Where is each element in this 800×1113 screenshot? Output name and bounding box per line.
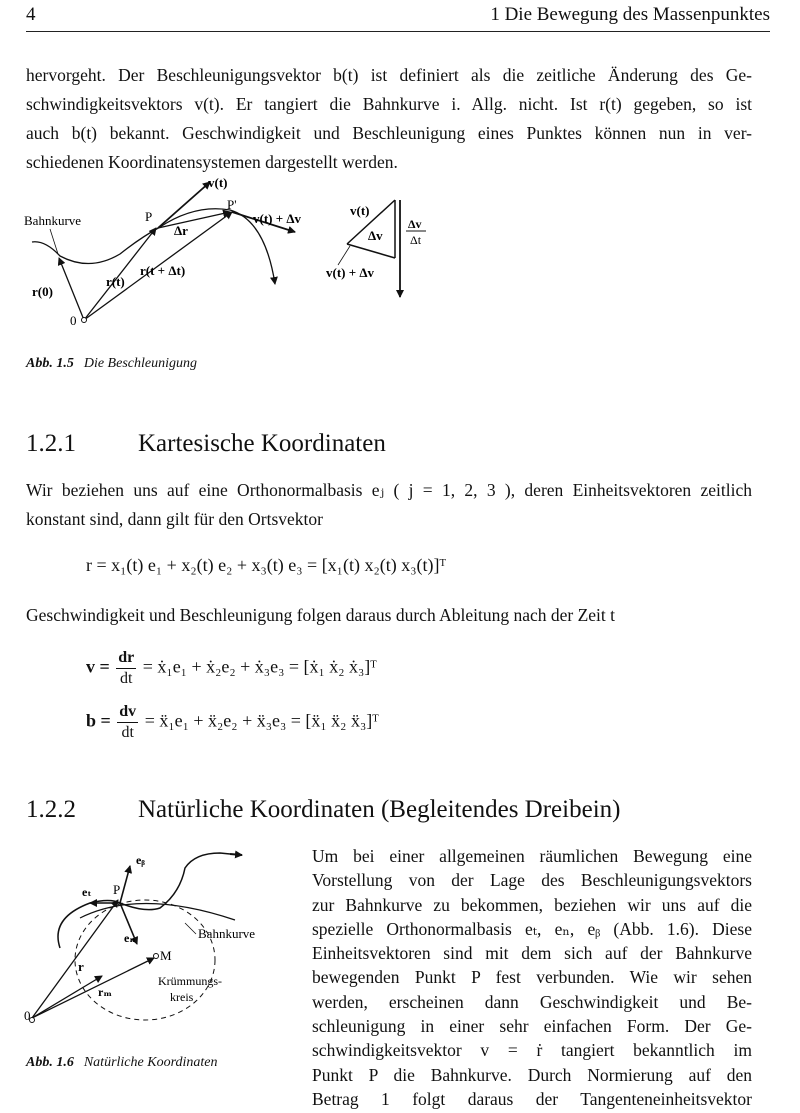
position-vector-rM	[32, 976, 102, 1018]
label-frac-bot: Δt	[410, 233, 422, 247]
page-number: 4	[26, 4, 36, 25]
label-rtdt: r(t + Δt)	[140, 263, 186, 278]
label-et: eₜ	[82, 885, 92, 899]
formula-rhs: = ẍ₁e₁ + ẍ₂e₂ + ẍ₃e₃ = [ẍ₁ ẍ₂ ẍ₃]ᵀ	[144, 710, 379, 731]
osculating-circle	[75, 900, 215, 1020]
label-origin: 0	[24, 1008, 31, 1023]
text-line: spezielle Orthonormalbasis eₜ, eₙ, eᵦ (Abb. 1.6). Diese	[312, 918, 752, 939]
label-eb: eᵦ	[136, 853, 145, 867]
fraction-num: dv	[117, 702, 138, 723]
binormal-vector	[120, 866, 130, 903]
formula-lhs: b =	[86, 710, 111, 731]
cartesian-derivation-text	[26, 601, 752, 630]
vector-to-M	[32, 958, 154, 1018]
center-point	[154, 954, 159, 959]
label-r: r	[78, 959, 84, 974]
position-vector-r0	[59, 258, 84, 320]
text-line: schwindigkeitsvektors v(t). Er tangiert die Bahnkurve i. Allg. nicht. Ist r(t) gegeben, so ist	[26, 94, 752, 114]
text-line: Um bei einer allgemeinen räumlichen Bewegung eine	[312, 846, 752, 866]
label-bahnkurve: Bahnkurve	[198, 926, 256, 941]
fraction-den: dt	[121, 724, 134, 741]
label-M: M	[160, 948, 172, 963]
label-delta-r: Δr	[174, 223, 188, 238]
label-tri-vt: v(t)	[350, 203, 370, 218]
label-tri-dv: Δv	[368, 228, 383, 243]
figure-caption-text: Natürliche Koordinaten	[83, 1055, 218, 1070]
label-origin: 0	[70, 313, 77, 328]
triangle-vtdv-edge	[347, 244, 395, 258]
formula-position: r = x₁(t) e₁ + x₂(t) e₂ + x₃(t) e₃ = [x₁(t) x₂(t) x₃(t)]ᵀ	[86, 555, 446, 575]
text-line: Vorstellung von der Lage des Beschleunigungsvektors	[312, 870, 752, 891]
text-line: konstant sind, dann gilt für den Ortsvektor	[26, 509, 323, 529]
label-r0: r(0)	[32, 284, 53, 299]
text-line: Betrag 1 folgt daraus der Tangenteneinheitsvektor	[312, 1088, 752, 1109]
velocity-vector	[158, 182, 210, 228]
fraction-den: dt	[120, 670, 133, 687]
origin-point	[82, 318, 87, 323]
formula-velocity	[86, 648, 377, 689]
text-line: werden, erscheinen dann Geschwindigkeit und Be-	[312, 991, 752, 1012]
figure-acceleration	[20, 172, 440, 332]
section-number: 1.2.1	[26, 430, 76, 457]
section-heading	[26, 796, 620, 824]
text-line: zur Bahnkurve zu bekommen, beziehen wir uns auf die	[312, 894, 752, 915]
section-heading	[26, 430, 386, 458]
header-rule	[26, 31, 770, 32]
text-line: schiedenen Koordinatensystemen dargestellt werden.	[26, 152, 398, 172]
text-line: Geschwindigkeit und Beschleunigung folgen daraus durch Ableitung nach der Zeit t	[26, 605, 616, 625]
fraction	[117, 702, 138, 743]
text-line: bewegenden Punkt P fest verbunden. Wie wir sehen	[312, 967, 752, 988]
label-vt-dv: v(t) + Δv	[253, 211, 302, 226]
section-number: 1.2.2	[26, 796, 76, 823]
figure-caption-text: Die Beschleunigung	[83, 356, 197, 371]
figure-natural-coordinates	[20, 848, 300, 1033]
label-rt: r(t)	[106, 274, 125, 289]
section-title: Natürliche Koordinaten (Begleitendes Dreibein)	[138, 796, 621, 823]
delta-r-vector	[158, 212, 230, 228]
section-title: Kartesische Koordinaten	[138, 430, 386, 457]
label-vt: v(t)	[208, 175, 228, 190]
intro-paragraph	[26, 61, 752, 177]
figure-label: Abb. 1.5	[26, 356, 74, 371]
natural-coordinates-text	[312, 844, 752, 1111]
label-bahnkurve: Bahnkurve	[24, 213, 82, 228]
position-vector-r	[32, 900, 118, 1018]
text-line: Einheitsvektoren sind mit dem sich auf der Bahnkurve	[312, 943, 752, 964]
fraction	[116, 648, 136, 689]
text-line: Wir beziehen uns auf eine Orthonormalbasis eⱼ ( j = 1, 2, 3 ), deren Einheitsvektoren zeitlich	[26, 480, 752, 500]
label-tri-vt-dv: v(t) + Δv	[326, 265, 375, 280]
text-line: hervorgeht. Der Beschleunigungsvektor b(t) ist definiert als die zeitliche Änderung des Ge-	[26, 65, 752, 85]
label-kruemmung2: kreis	[170, 990, 194, 1004]
text-line: auch b(t) bekannt. Geschwindigkeit und Beschleunigung eines Punktes können nun in ver-	[26, 123, 752, 143]
label-P-prime: P'	[227, 197, 237, 212]
figure-caption	[26, 1055, 218, 1071]
label-P: P	[145, 209, 153, 224]
figure-caption	[26, 356, 197, 372]
label-en: eₙ	[124, 931, 136, 945]
formula-lhs: v =	[86, 656, 110, 677]
fraction-num: dr	[116, 648, 136, 669]
label-kruemmung1: Krümmungs-	[158, 974, 222, 988]
cartesian-intro	[26, 476, 752, 534]
figure-label: Abb. 1.6	[26, 1055, 74, 1070]
running-header-title: 1 Die Bewegung des Massenpunktes	[490, 4, 770, 25]
label-P: P	[113, 882, 121, 897]
formula-acceleration	[86, 702, 379, 743]
formula-rhs: = ẋ₁e₁ + ẋ₂e₂ + ẋ₃e₃ = [ẋ₁ ẋ₂ ẋ₃]ᵀ	[142, 656, 377, 677]
label-rM: rₘ	[98, 985, 113, 999]
text-line: Punkt P die Bahnkurve. Durch Normierung auf den	[312, 1064, 752, 1085]
text-line: schwindigkeitsvektor v = ṙ tangiert bekanntlich im	[312, 1040, 752, 1061]
label-frac-top: Δv	[408, 217, 422, 231]
text-line: schleunigung in einer sehr einfachen Form. Der Ge-	[312, 1016, 752, 1037]
